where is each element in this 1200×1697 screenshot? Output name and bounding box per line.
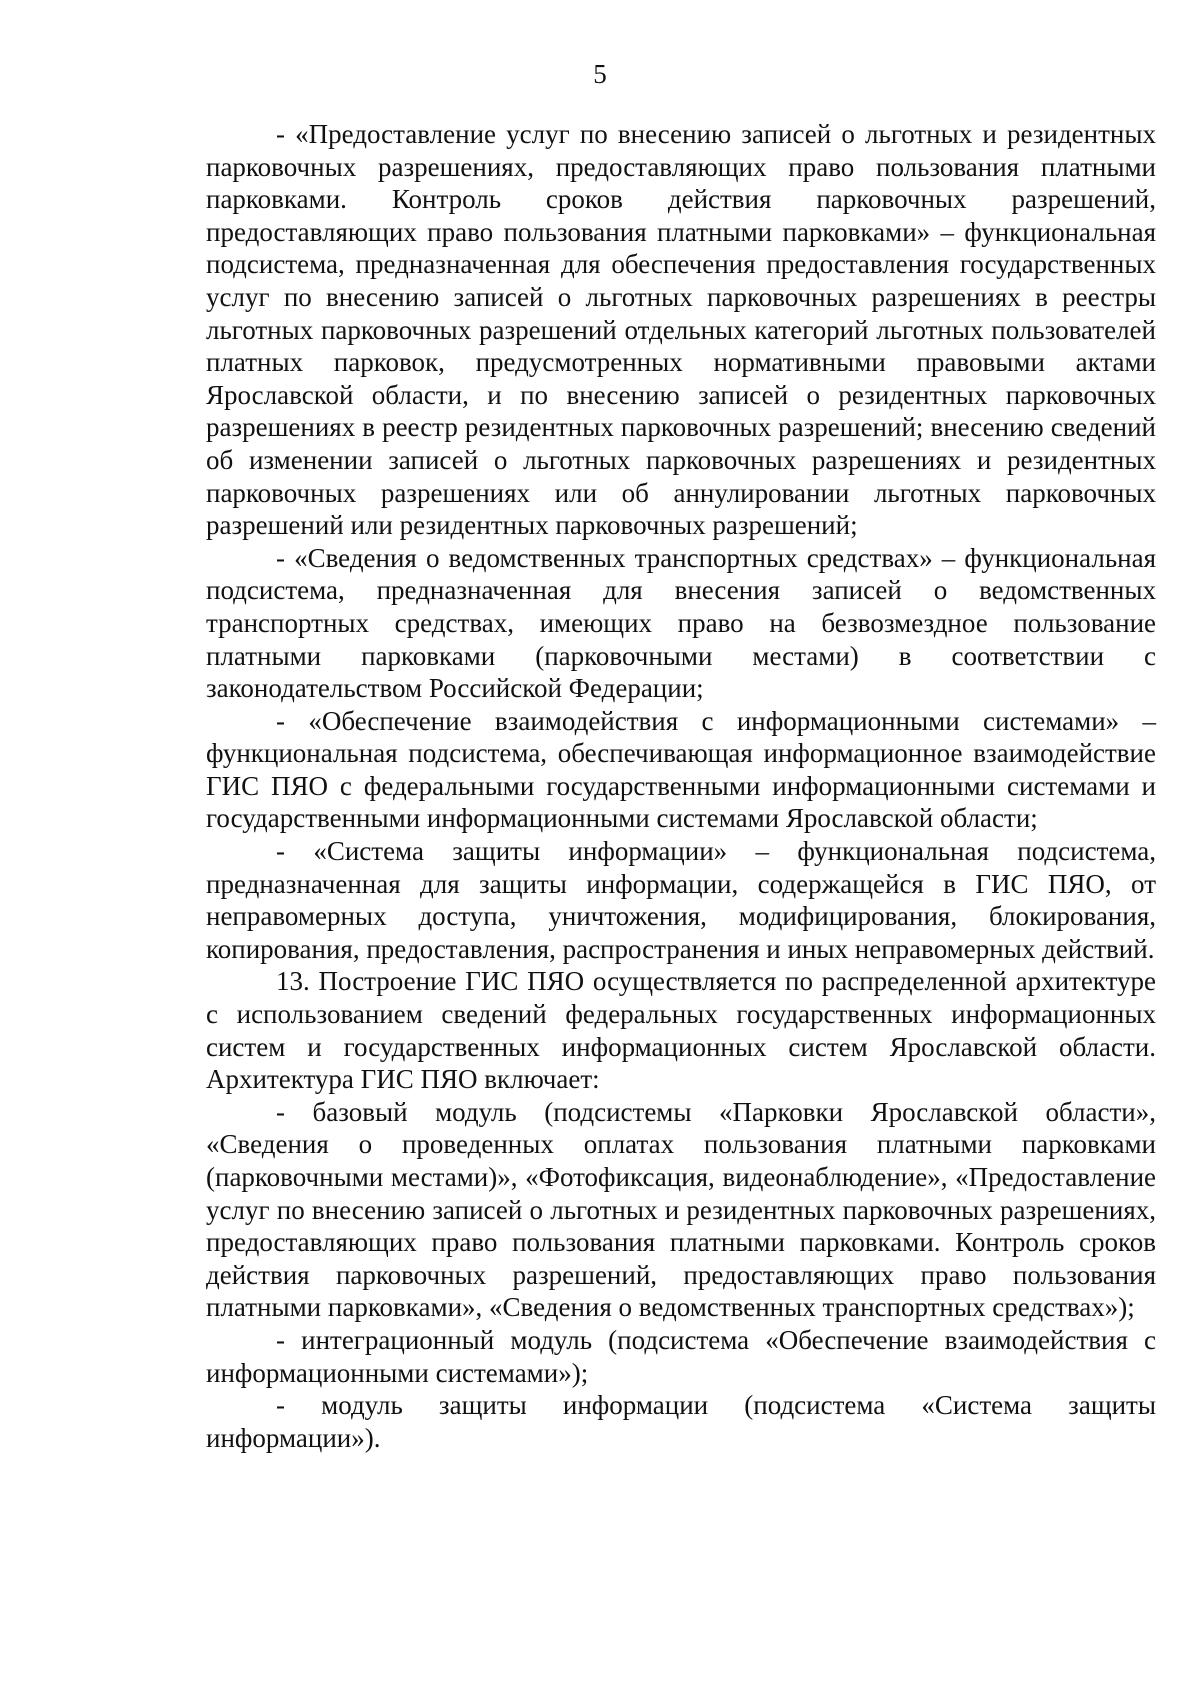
paragraph-security-subsystem: - «Система защиты информации» – функциональная подсистема, предназначенная для защиты информации, содержащейся в ГИС ПЯО, от неправомерных доступа, уничтожения, модифицирования, блокирования, копирования, предоставления, распространения и иных неправомерных действий. — [206, 836, 1156, 964]
paragraph-protection-module: - модуль защиты информации (подсистема «Система защиты информации»). — [206, 1390, 1156, 1453]
paragraph-departmental-vehicles-subsystem: - «Сведения о ведомственных транспортных средствах» – функциональная подсистема, предназначенная для внесения записей о ведомственных транспортных средствах, имеющих право на безвозмездное пользование платными парковками (парковочными местами) в соответствии с законодательством Российской Федерации; — [206, 542, 1156, 704]
paragraph-payment-permits-subsystem: - «Предоставление услуг по внесению записей о льготных и резидентных парковочных разрешениях, предоставляющих право пользования платными парковками. Контроль сроков действия парковочных разрешений, предоставляющих право пользования платными парковками» – функциональная подсистема, предназначенная для обеспечения предоставления государственных услуг по внесению записей о льготных парковочных разрешениях в реестры льготных парковочных разрешений отдельных категорий льготных пользователей платных парковок, предусмотренных нормативными правовыми актами Ярославской области, и по внесению записей о резидентных парковочных разрешениях в реестр резидентных парковочных разрешений; внесению сведений об изменении записей о льготных парковочных разрешениях и резидентных парковочных разрешениях или об аннулировании льготных парковочных разрешений или резидентных парковочных разрешений; — [206, 119, 1156, 541]
paragraph-base-module: - базовый модуль (подсистемы «Парковки Ярославской области», «Сведения о проведенных оплатах пользования платными парковками (парковочными местами)», «Фотофиксация, видеонаблюдение», «Предоставление услуг по внесению записей о льготных и резидентных парковочных разрешениях, предоставляющих право пользования платными парковками. Контроль сроков действия парковочных разрешений, предоставляющих право пользования платными парковками», «Сведения о ведомственных транспортных средствах»); — [206, 1096, 1156, 1323]
paragraph-interaction-subsystem: - «Обеспечение взаимодействия с информационными системами» – функциональная подсистема, обеспечивающая информационное взаимодействие ГИС ПЯО с федеральными государственными информационными системами и государственными информационными системами Ярославской области; — [206, 705, 1156, 834]
page-number: 5 — [593, 59, 607, 89]
paragraph-architecture: 13. Построение ГИС ПЯО осуществляется по распределенной архитектуре с использованием сведений федеральных государственных информационных систем и государственных информационных систем Ярославской области. Архитектура ГИС ПЯО включает: — [206, 966, 1156, 1095]
paragraph-integration-module: - интеграционный модуль (подсистема «Обеспечение взаимодействия с информационными системами»); — [206, 1324, 1156, 1388]
document-body — [206, 118, 1156, 1454]
